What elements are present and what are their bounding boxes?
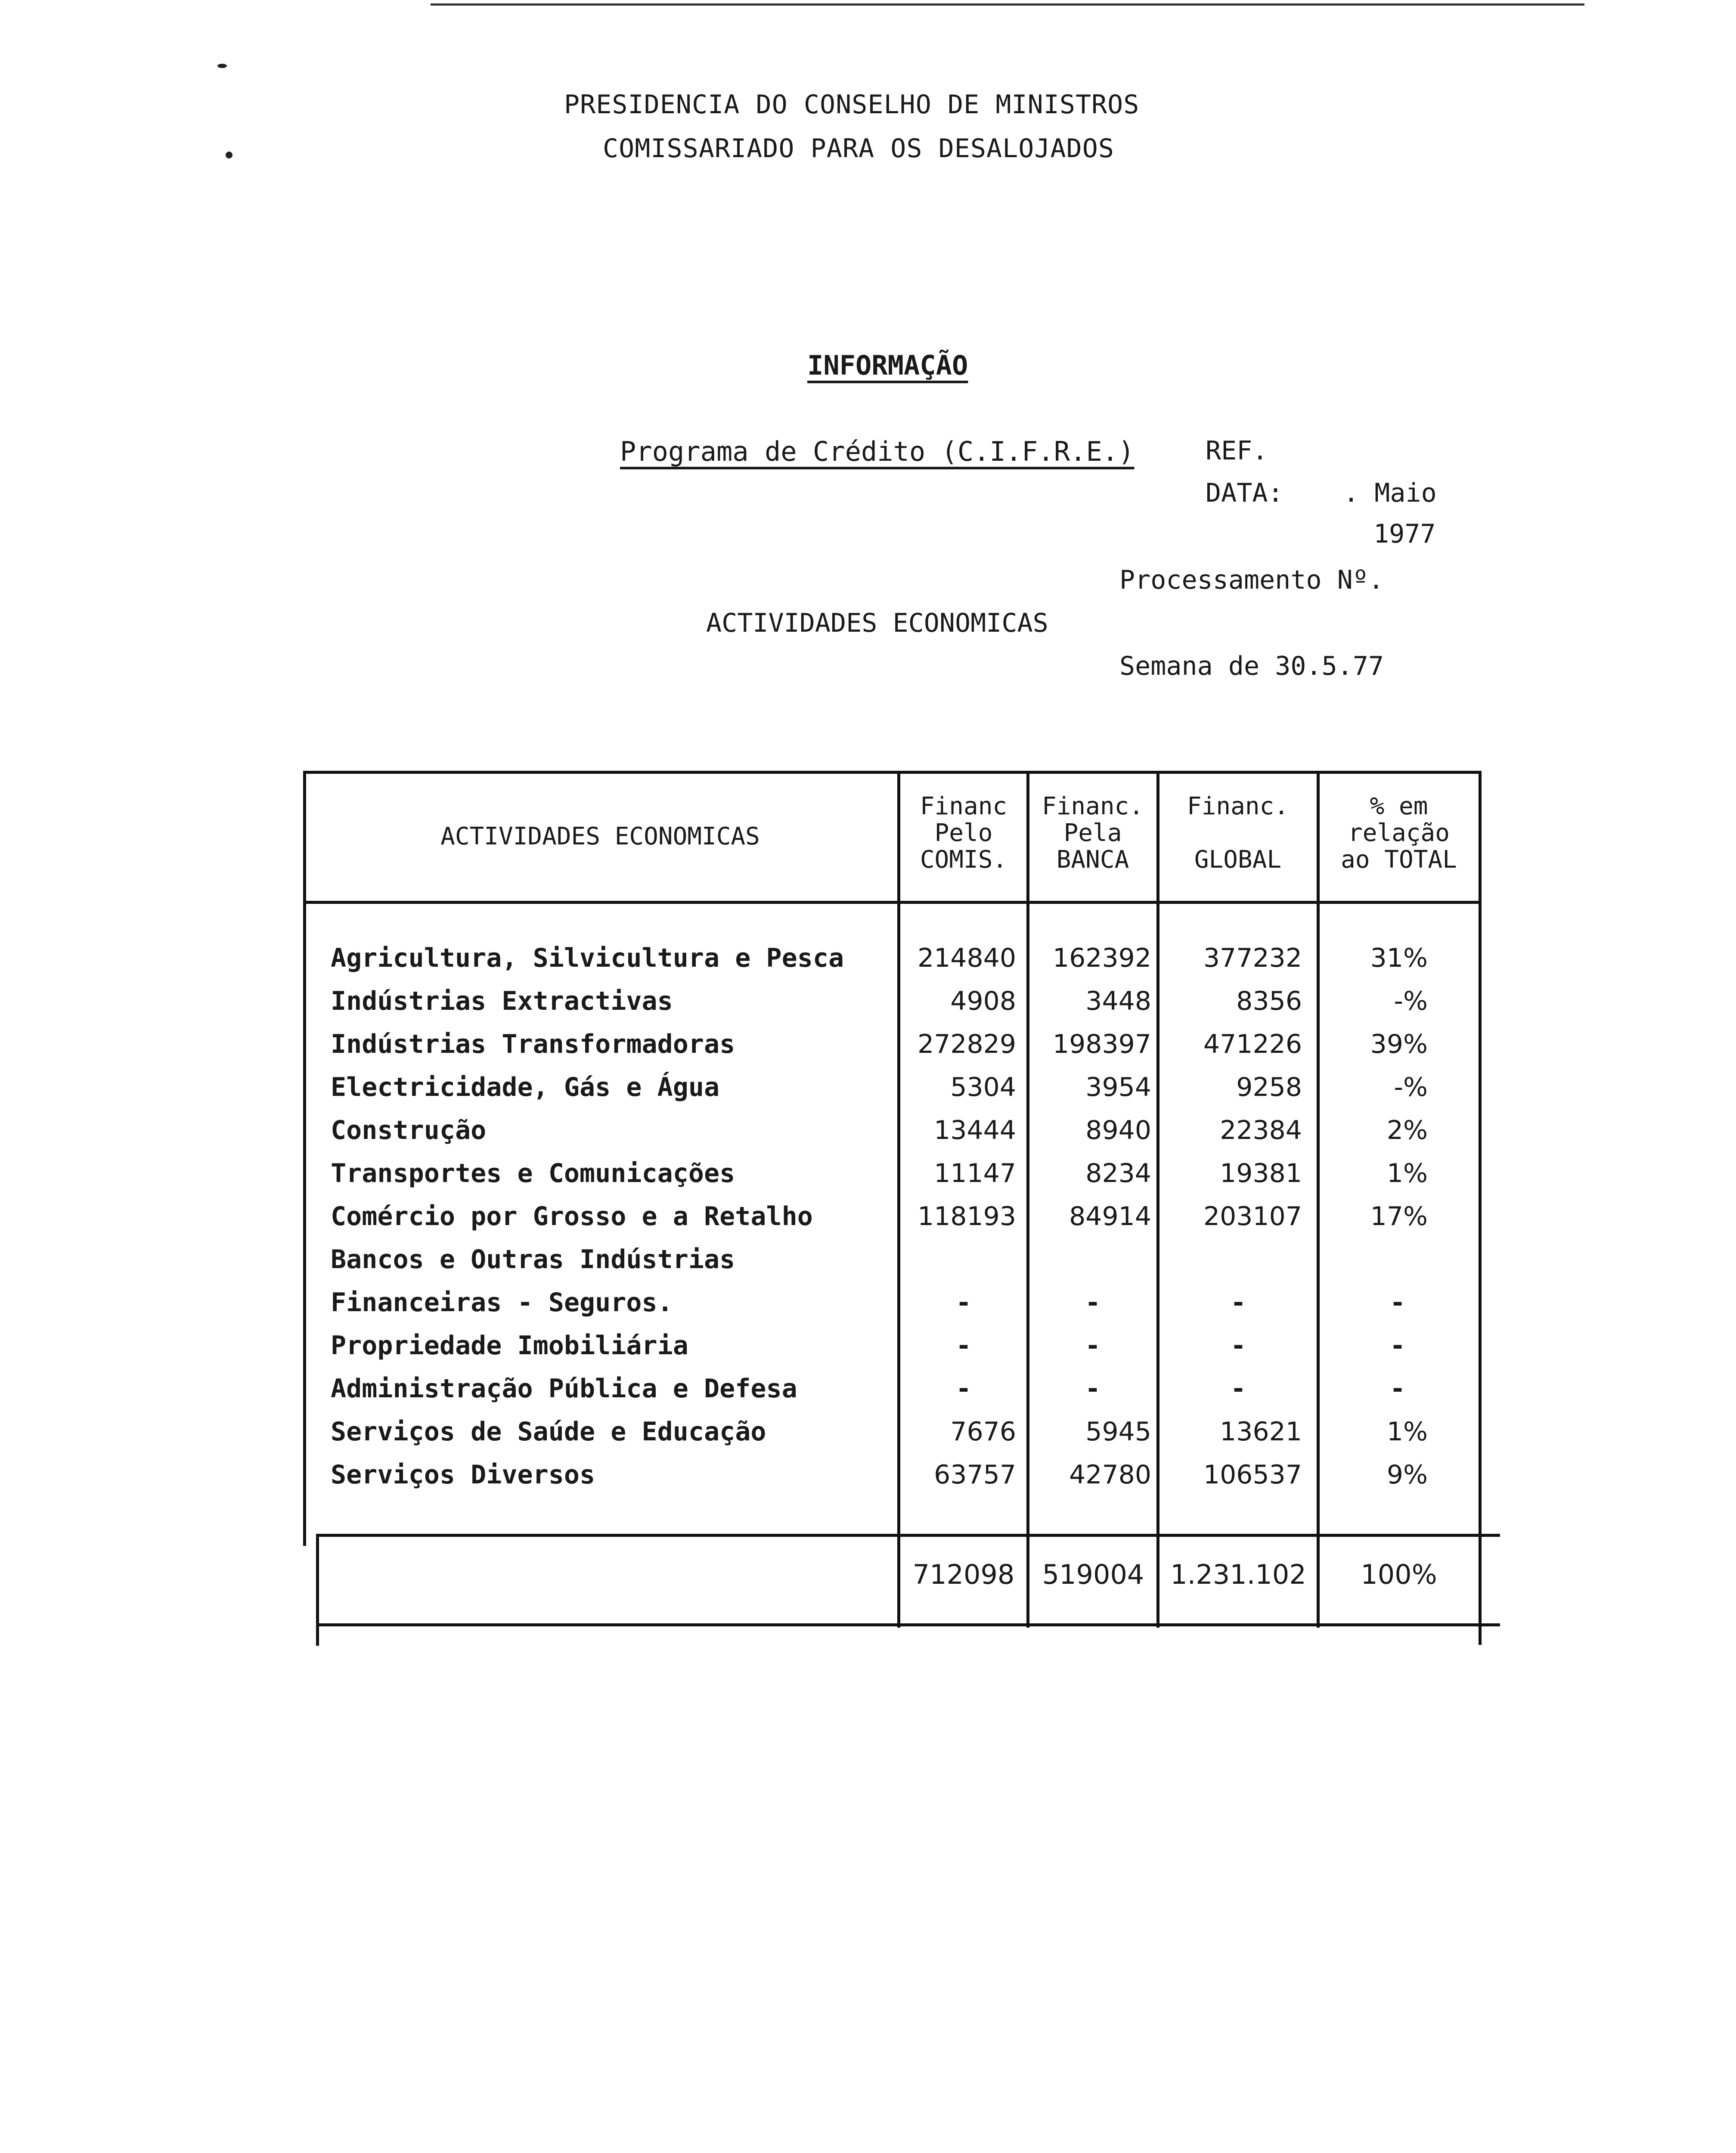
header-ministry: PRESIDENCIA DO CONSELHO DE MINISTROS <box>564 90 1140 120</box>
cell-c4: 1% <box>1386 1158 1428 1188</box>
top-edge-line <box>431 3 1584 6</box>
header-commission: COMISSARIADO PARA OS DESALOJADOS <box>603 133 1114 164</box>
cell-c1: 272829 <box>917 1029 1016 1059</box>
cell-c2: 162392 <box>1052 943 1151 973</box>
table-left-rule <box>303 771 306 1546</box>
row-label: Electricidade, Gás e Água <box>331 1072 720 1102</box>
col-rule-2 <box>1026 771 1029 1628</box>
cell-c1: 4908 <box>950 986 1016 1016</box>
header-percent-total <box>1320 793 1478 873</box>
total-banca: 519004 <box>1042 1559 1144 1590</box>
cell-c2: 198397 <box>1052 1029 1151 1059</box>
cell-c2: 8234 <box>1085 1158 1151 1188</box>
cell-c3: 9258 <box>1236 1072 1302 1102</box>
row-label: Serviços de Saúde e Educação <box>331 1417 766 1447</box>
cell-c3: 8356 <box>1236 986 1302 1016</box>
header-line: Pela <box>1063 819 1122 847</box>
row-label: Bancos e Outras Indústrias <box>331 1244 735 1275</box>
row-label: Transportes e Comunicações <box>331 1158 735 1188</box>
document-title: INFORMAÇÃO <box>807 350 968 381</box>
cell-c2: 3954 <box>1085 1072 1151 1102</box>
week-label: Semana de 30.5.77 <box>1119 651 1384 681</box>
scan-speck <box>217 64 227 68</box>
cell-c4: - <box>1389 1287 1406 1318</box>
cell-c3: 203107 <box>1203 1201 1302 1232</box>
row-label: Construção <box>331 1115 487 1145</box>
cell-c1: 13444 <box>934 1115 1016 1145</box>
cell-c3: 377232 <box>1203 943 1302 973</box>
date-month: . Maio <box>1343 478 1437 508</box>
header-line: Financ <box>920 792 1008 820</box>
date-year: 1977 <box>1373 519 1436 549</box>
header-financ-comis <box>901 793 1026 873</box>
col-rule-1 <box>897 771 900 1628</box>
header-line: ao TOTAL <box>1341 846 1457 874</box>
cell-c4: - <box>1389 1331 1406 1361</box>
header-line: Financ. <box>1187 792 1289 820</box>
cell-c2: 5945 <box>1085 1417 1151 1447</box>
cell-c4: 17% <box>1370 1201 1428 1232</box>
cell-c1: - <box>955 1331 972 1361</box>
activities-table <box>303 771 1487 1645</box>
total-global: 1.231.102 <box>1170 1559 1306 1590</box>
cell-c4: -% <box>1394 986 1428 1016</box>
cell-c4: 2% <box>1386 1115 1428 1145</box>
header-line: relação <box>1348 819 1450 847</box>
row-label: Indústrias Transformadoras <box>331 1029 735 1059</box>
cell-c4: -% <box>1394 1072 1428 1102</box>
cell-c2: - <box>1085 1374 1101 1404</box>
row-label: Comércio por Grosso e a Retalho <box>331 1201 813 1232</box>
col-rule-3 <box>1156 771 1159 1628</box>
cell-c3: 22384 <box>1220 1115 1302 1145</box>
cell-c2: - <box>1085 1331 1101 1361</box>
cell-c2: 84914 <box>1069 1201 1151 1232</box>
cell-c1: 5304 <box>950 1072 1016 1102</box>
header-financ-global <box>1160 793 1316 873</box>
cell-c2: 3448 <box>1085 986 1151 1016</box>
cell-c3: 471226 <box>1203 1029 1302 1059</box>
processing-number: Processamento Nº. <box>1119 565 1384 595</box>
cell-c2: 8940 <box>1085 1115 1151 1145</box>
row-label: Agricultura, Silvicultura e Pesca <box>331 943 844 973</box>
date-label: DATA: <box>1206 478 1283 508</box>
cell-c3: 19381 <box>1220 1158 1302 1188</box>
header-line: Pelo <box>934 819 993 847</box>
header-line: COMIS. <box>920 846 1008 874</box>
header-financ-banca <box>1030 793 1156 873</box>
cell-c4: - <box>1389 1374 1406 1404</box>
row-label: Financeiras - Seguros. <box>331 1287 673 1318</box>
cell-c4: 9% <box>1386 1460 1428 1490</box>
cell-c1: 118193 <box>917 1201 1016 1232</box>
section-label: ACTIVIDADES ECONOMICAS <box>706 608 1048 638</box>
cell-c2: 42780 <box>1069 1460 1151 1490</box>
table-bottom-rule <box>316 1623 1500 1626</box>
cell-c1: - <box>955 1287 972 1318</box>
header-line: BANCA <box>1056 846 1129 874</box>
header-spacer <box>1160 820 1316 847</box>
cell-c1: 7676 <box>950 1417 1016 1447</box>
table-top-rule <box>303 771 1481 774</box>
row-label: Serviços Diversos <box>331 1460 595 1490</box>
cell-c3: 13621 <box>1220 1417 1302 1447</box>
cell-c3: 106537 <box>1203 1460 1302 1490</box>
cell-c4: 31% <box>1370 943 1428 973</box>
cell-c3: - <box>1230 1331 1246 1361</box>
program-title: Programa de Crédito (C.I.F.R.E.) <box>620 436 1135 467</box>
header-bottom-rule <box>303 901 1481 904</box>
cell-c4: 1% <box>1386 1417 1428 1447</box>
row-label: Propriedade Imobiliária <box>331 1331 688 1361</box>
scan-speck <box>226 152 232 158</box>
cell-c1: 11147 <box>934 1158 1016 1188</box>
cell-c3: - <box>1230 1287 1246 1318</box>
cell-c3: - <box>1230 1374 1246 1404</box>
table-right-rule <box>1479 771 1482 1645</box>
total-percent: 100% <box>1361 1559 1437 1590</box>
ref-label: REF. <box>1206 436 1268 466</box>
total-comis: 712098 <box>912 1559 1015 1590</box>
header-line: Financ. <box>1042 792 1144 820</box>
header-activities: ACTIVIDADES ECONOMICAS <box>440 822 760 850</box>
cell-c1: 214840 <box>917 943 1016 973</box>
cell-c2: - <box>1085 1287 1101 1318</box>
col-rule-4 <box>1317 771 1320 1628</box>
table-left-rule-lower <box>316 1534 319 1646</box>
row-label: Indústrias Extractivas <box>331 986 673 1016</box>
cell-c1: - <box>955 1374 972 1404</box>
row-label: Administração Pública e Defesa <box>331 1374 797 1404</box>
header-line: GLOBAL <box>1194 846 1282 874</box>
cell-c1: 63757 <box>934 1460 1016 1490</box>
header-line: % em <box>1370 792 1428 820</box>
cell-c4: 39% <box>1370 1029 1428 1059</box>
totals-top-rule <box>316 1534 1500 1537</box>
